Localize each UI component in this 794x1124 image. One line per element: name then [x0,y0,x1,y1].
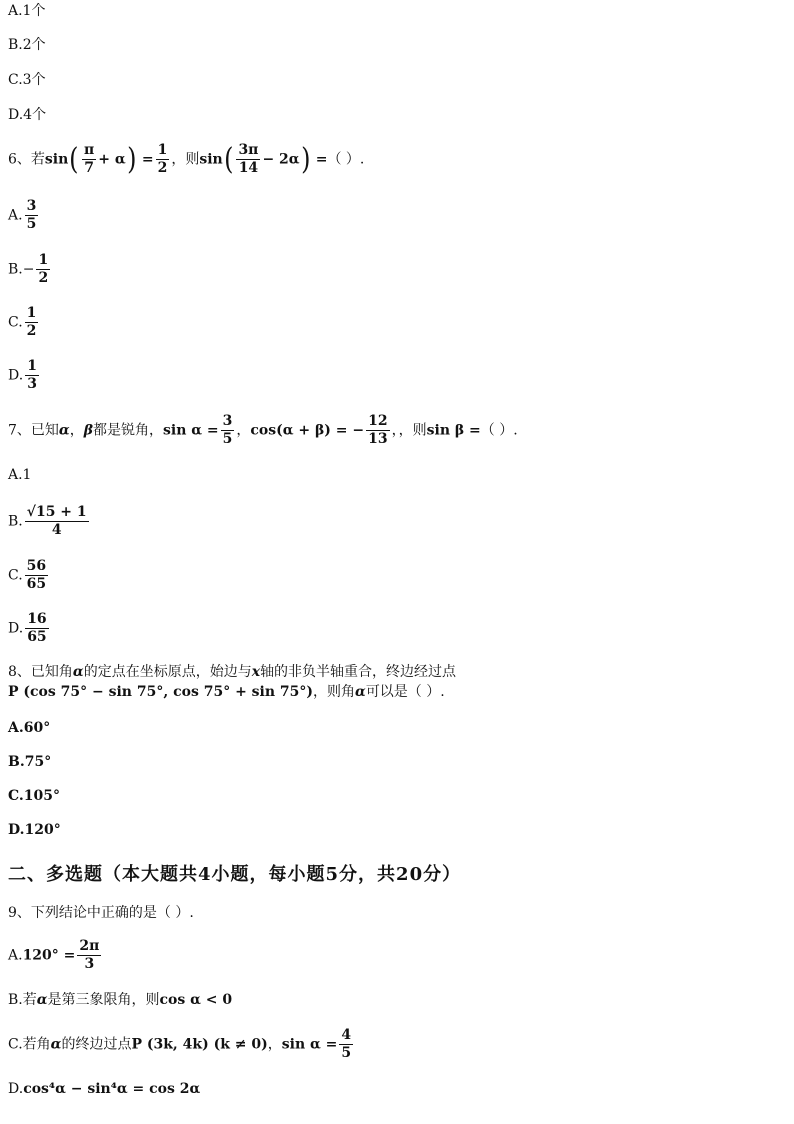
q9-option-c-point: P (3k, 4k) (k ≠ 0) [131,1036,268,1053]
q7-suffix: （ ）. [480,422,518,439]
q5-option-c: C.3个 [8,72,46,88]
q6-option-b [8,252,52,287]
q9-option-a-frac: $\frac{2\pi}{3}$ [79,938,100,972]
section-heading: 二、多选题（本大题共4小题，每小题5分，共20分） [8,864,462,885]
q7-frac-1213: $\frac{12}{13}$ [368,413,388,447]
q9-option-a-label: A. [8,947,23,964]
q7-text2: ，，则 [391,422,427,439]
q6-plus-alpha: + α [98,151,126,168]
q6-rparen2: ) [300,141,311,177]
q6-rparen: ) [126,141,137,177]
q7-beta: β [83,422,93,439]
q9-option-d-label: D. [8,1081,24,1097]
q7-option-b [8,504,91,539]
q8-point: P (cos 75° − sin 75°, cos 75° + sin 75°) [8,684,314,700]
q7-comma2: ， [236,422,251,439]
q9-option-c-sin: sin α = [281,1036,338,1053]
q9-option-a-math: 120° = [22,947,76,964]
q7-option-b-label: B. [8,513,23,530]
q9-option-c-frac: $\frac{4}{5}$ [341,1027,352,1061]
q6-frac-3pi14: $\frac{3\pi}{14}$ [238,142,259,176]
q9-option-b-alpha: α [36,992,48,1008]
q5-option-a: A.1个 [8,3,46,19]
q8-text-d: ，则角 [313,684,356,700]
q6-minus-2alpha: − 2α [262,151,300,168]
q8-option-b: B.75° [8,754,52,770]
q8-text-e: 可以是（ ）. [365,684,445,700]
q8-option-c: C.105° [8,788,60,804]
q8-text-b: 的定点在坐标原点，始边与 [83,664,252,680]
q8-stem-line1 [8,665,456,679]
q6-lparen2: ( [223,141,234,177]
q5-option-d: D.4个 [8,107,47,123]
q9-option-d [8,1082,200,1096]
q6-suffix: （ ）. [327,151,365,168]
q6-eq1: = [141,151,154,168]
q6-option-a [8,198,40,233]
q6-lparen: ( [69,141,79,177]
q6-option-b-label: B.− [8,261,35,278]
q7-option-d-label: D. [8,620,24,637]
q6-option-b-frac: $\frac{1}{2}$ [38,252,49,286]
q9-option-c-alpha: α [50,1036,62,1053]
q6-option-c [8,305,40,340]
q9-option-c-comma: ， [267,1036,282,1053]
q9-option-b-math: cos α < 0 [159,992,233,1008]
q6-frac-pi7: $\frac{\pi}{7}$ [84,142,95,176]
q6-option-d-frac: $\frac{1}{3}$ [27,358,37,392]
q7-sina: sin α = [163,422,219,439]
q6-sin: sin [44,151,69,168]
q9-stem: 9、下列结论中正确的是（ ）. [8,905,194,921]
q6-option-c-label: C. [8,314,23,331]
q8-alpha2: α [355,684,366,700]
q9-option-c-text2: 的终边过点 [61,1036,132,1053]
q6-prefix: 6、若 [8,151,45,168]
q9-option-a [8,938,103,973]
q7-sinb: sin β = [426,422,481,439]
q6-option-d-label: D. [8,367,24,384]
q8-text-c: 轴的非负半轴重合，终边经过点 [260,664,457,680]
q7-frac-35: $\frac{3}{5}$ [222,413,233,447]
q7-text1: 都是锐角， [93,422,163,439]
q7-option-c-frac: $\frac{56}{65}$ [26,558,47,592]
q6-option-c-frac: $\frac{1}{2}$ [26,305,37,339]
q7-alpha: α [58,422,70,439]
q8-option-d: D.120° [8,822,61,838]
q6-stem [8,142,364,177]
q9-option-c-text1: C.若角 [8,1036,51,1053]
q9-option-b-text1: B.若 [8,992,37,1008]
q6-eq2: = [315,151,328,168]
q7-prefix: 7、已知 [8,422,59,439]
q5-option-b: B.2个 [8,37,46,53]
q6-option-a-label: A. [8,207,23,224]
q8-stem-line2 [8,685,445,699]
q7-option-a-text: A.1 [8,467,32,483]
q8-x: x [251,664,261,680]
q6-sin2: sin [199,151,223,168]
q7-option-c-label: C. [8,567,23,584]
q7-option-a [8,468,31,482]
q7-option-d [8,611,51,646]
q9-option-d-math: cos⁴α − sin⁴α = cos 2α [23,1081,201,1097]
q6-mid: ，则 [171,151,200,168]
q9-option-b-text2: 是第三象限角，则 [47,992,160,1008]
q7-comma1: ， [69,422,84,439]
q7-cos: cos(α + β) = − [250,422,365,439]
q9-option-b [8,993,232,1007]
q6-option-a-frac: $\frac{3}{5}$ [26,198,37,232]
q7-stem [8,413,518,448]
q8-text-a: 8、已知角 [8,664,73,680]
q8-alpha: α [72,664,84,680]
q6-option-d [8,358,41,393]
q7-option-b-frac: $\frac{√15 + 1}{4}$ [26,504,87,538]
q7-option-c [8,558,50,593]
q6-frac-half: $\frac{1}{2}$ [157,142,168,176]
q7-option-d-frac: $\frac{16}{65}$ [27,611,47,645]
q9-option-c [8,1027,355,1062]
q8-option-a: A.60° [8,720,51,736]
